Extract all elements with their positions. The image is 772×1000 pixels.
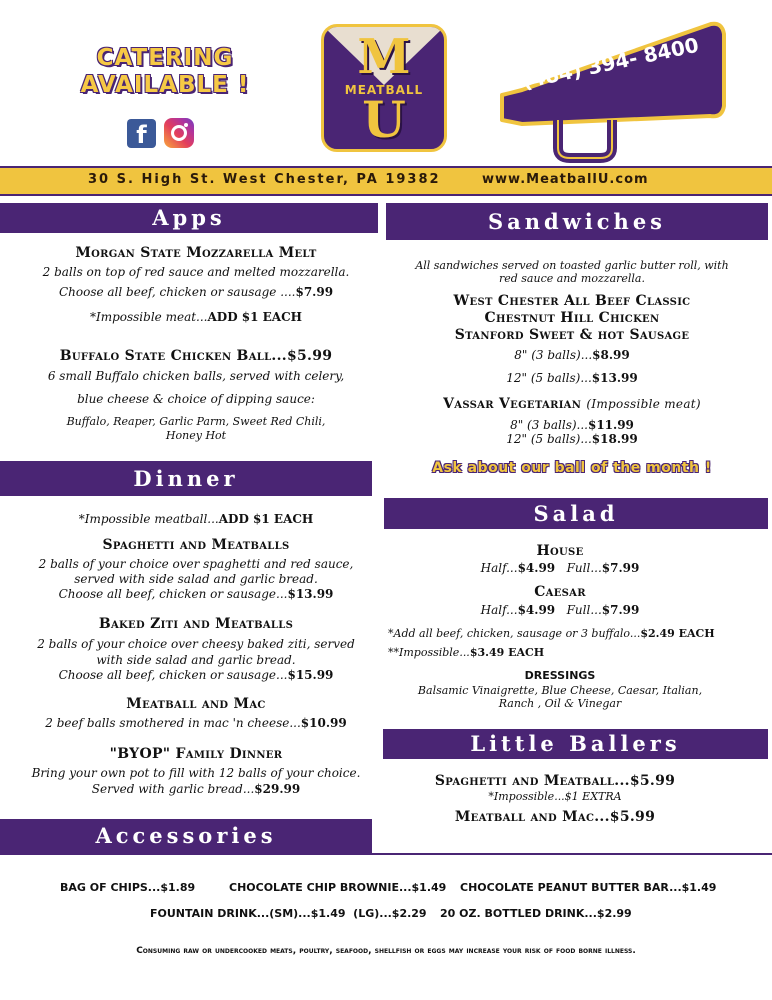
apps-item-1-desc-1: 2 balls on top of red sauce and melted mozzarella. <box>42 265 350 279</box>
website-link[interactable]: www.MeatballU.com <box>482 172 649 187</box>
catering-line-1: CATERING <box>96 45 234 71</box>
salad-house-name: House <box>536 543 584 559</box>
accessory-bottled-drink: 20 OZ. BOTTLED DRINK...$2.99 <box>440 907 632 920</box>
salad-caesar-prices: Half...$4.99 Full...$7.99 <box>480 603 640 617</box>
dinner-note: *Impossible meatball...ADD $1 EACH <box>78 512 314 526</box>
dinner-item-2-desc-1: 2 balls of your choice over cheesy baked ziti, served <box>37 637 355 651</box>
little-ballers-item-1: Spaghetti and Meatball...$5.99 <box>434 773 676 789</box>
sandwich-name-1: West Chester All Beef Classic <box>453 293 691 309</box>
apps-item-1-note: *Impossible meat...ADD $1 EACH <box>89 310 303 324</box>
meatball-u-logo <box>321 24 447 152</box>
little-ballers-item-2: Meatball and Mac...$5.99 <box>454 809 656 825</box>
sandwich-name-3: Stanford Sweet & hot Sausage <box>454 327 690 343</box>
apps-item-2-desc-2: blue cheese & choice of dipping sauce: <box>77 392 315 406</box>
dinner-item-4-desc-1: Bring your own pot to fill with 12 balls of your choice. <box>31 766 361 780</box>
salad-addon-1: *Add all beef, chicken, sausage or 3 buffalo...$2.49 EACH <box>388 627 715 640</box>
logo-letter-m: M <box>357 29 411 85</box>
dinner-item-1-desc-2: served with side salad and garlic bread. <box>74 572 318 586</box>
sandwich-8-inch-price: 8" (3 balls)...$8.99 <box>514 348 630 362</box>
dressings-list-2: Ranch , Oil & Vinegar <box>498 697 622 710</box>
sandwiches-section-bar: Sandwiches <box>386 203 768 240</box>
catering-available-banner <box>70 45 260 99</box>
dinner-item-3-name: Meatball and Mac <box>126 696 266 712</box>
apps-item-1-name: Morgan State Mozzarella Melt <box>75 245 317 261</box>
logo-meatball-text: MEATBALL <box>344 83 424 97</box>
sandwich-12-inch-price: 12" (5 balls)...$13.99 <box>506 371 638 385</box>
dinner-item-4-name: "BYOP" Family Dinner <box>109 746 283 762</box>
accessory-fountain-drink: FOUNTAIN DRINK...(SM)...$1.49 (LG)...$2.29 <box>150 907 427 920</box>
apps-item-2-name: Buffalo State Chicken Ball...$5.99 <box>59 348 333 364</box>
dinner-item-2-desc-2: with side salad and garlic bread. <box>96 653 296 667</box>
apps-item-2-desc-4: Honey Hot <box>165 429 227 442</box>
dinner-item-1-desc-1: 2 balls of your choice over spaghetti and red sauce, <box>38 557 354 571</box>
dinner-item-2-name: Baked Ziti and Meatballs <box>98 616 294 632</box>
apps-section-bar: Apps <box>0 203 378 233</box>
accessories-section-bar: Accessories <box>0 819 372 853</box>
dressings-list-1: Balsamic Vinaigrette, Blue Cheese, Caesar, Italian, <box>417 684 703 697</box>
apps-item-2-desc-3: Buffalo, Reaper, Garlic Parm, Sweet Red Chili, <box>66 415 326 428</box>
address-text: 30 S. High St. West Chester, PA 19382 <box>88 172 441 187</box>
salad-caesar-name: Caesar <box>534 584 586 600</box>
accessory-chocolate-peanut-butter-bar: CHOCOLATE PEANUT BUTTER BAR...$1.49 <box>460 881 717 894</box>
little-ballers-section-bar: Little Ballers <box>383 729 768 759</box>
accessories-divider <box>0 853 772 855</box>
ball-of-the-month-callout: Ask about our ball of the month ! <box>432 460 712 476</box>
dressings-title: DRESSINGS <box>524 669 596 682</box>
little-ballers-item-1-note: *Impossible...$1 EXTRA <box>488 790 622 803</box>
catering-line-2: AVAILABLE ! <box>80 72 250 98</box>
logo-letter-u: U <box>362 90 406 149</box>
sandwich-name-2: Chestnut Hill Chicken <box>484 310 660 326</box>
apps-item-2-desc-1: 6 small Buffalo chicken balls, served with celery, <box>47 369 345 383</box>
sandwiches-intro-2: red sauce and mozzarella. <box>498 272 645 285</box>
accessory-bag-of-chips: BAG OF CHIPS...$1.89 <box>60 881 196 894</box>
apps-item-1-desc-2: Choose all beef, chicken or sausage ....$7.99 <box>58 285 334 299</box>
food-safety-warning: Consuming raw or undercooked meats, poultry, seafood, shellfish or eggs may increase your risk of food borne illness. <box>136 946 636 956</box>
dinner-item-3-desc-1: 2 beef balls smothered in mac 'n cheese...$10.99 <box>45 716 347 730</box>
instagram-icon[interactable] <box>164 118 194 148</box>
facebook-icon[interactable]: f <box>127 119 156 148</box>
vassar-vegetarian-name: Vassar Vegetarian (Impossible meat) <box>443 396 701 412</box>
dinner-item-1-name: Spaghetti and Meatballs <box>102 537 290 553</box>
salad-addon-2: **Impossible...$3.49 EACH <box>388 646 545 659</box>
vegetarian-12-inch-price: 12" (5 balls)...$18.99 <box>506 432 638 446</box>
salad-house-prices: Half...$4.99 Full...$7.99 <box>480 561 640 575</box>
phone-number[interactable]: (484) 394- 8400 <box>520 32 701 94</box>
salad-section-bar: Salad <box>384 498 768 529</box>
accessory-chocolate-chip-brownie: CHOCOLATE CHIP BROWNIE...$1.49 <box>229 881 447 894</box>
dinner-item-2-desc-3: Choose all beef, chicken or sausage...$15.99 <box>58 668 334 682</box>
dinner-item-4-desc-2: Served with garlic bread...$29.99 <box>91 782 301 796</box>
dinner-section-bar: Dinner <box>0 461 372 496</box>
sandwiches-intro-1: All sandwiches served on toasted garlic butter roll, with <box>415 259 729 272</box>
dinner-item-1-desc-3: Choose all beef, chicken or sausage...$13.99 <box>58 587 334 601</box>
vegetarian-8-inch-price: 8" (3 balls)...$11.99 <box>510 418 634 432</box>
